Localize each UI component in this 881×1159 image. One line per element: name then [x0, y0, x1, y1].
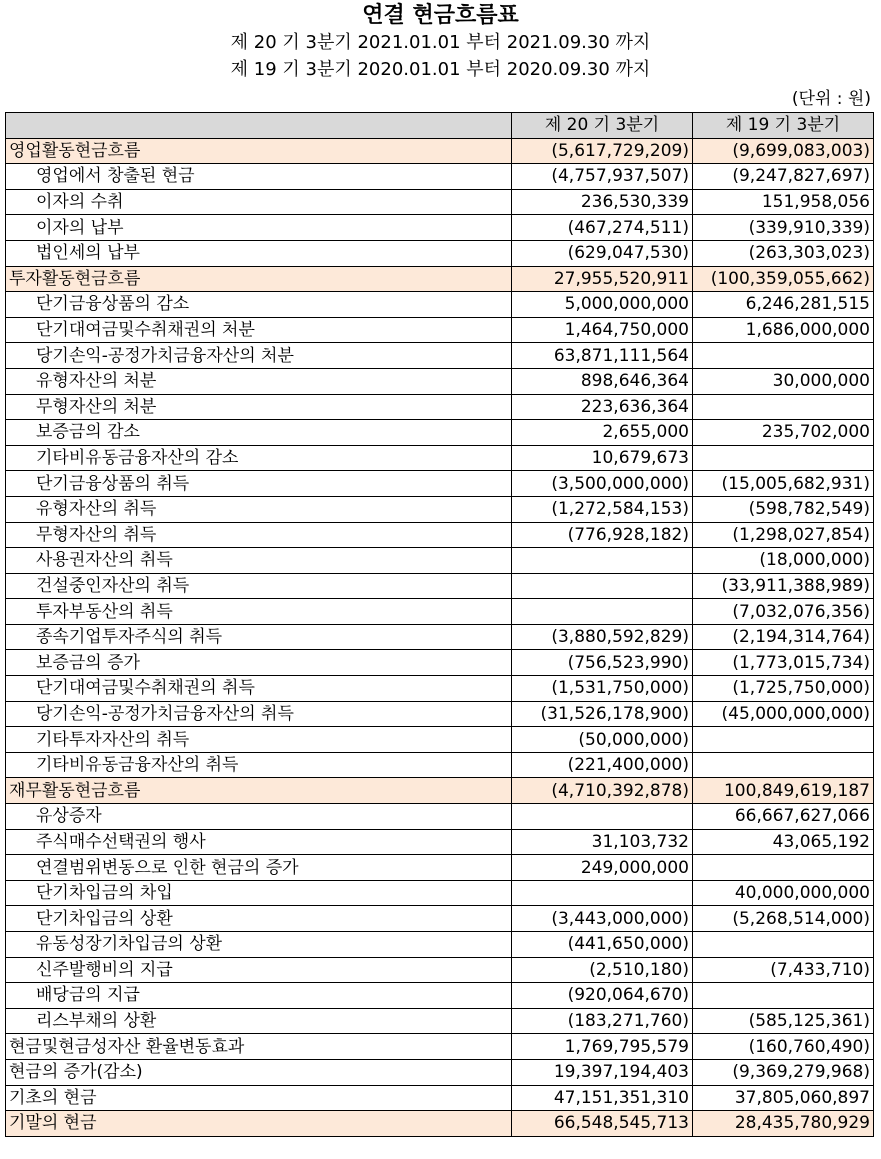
- row-value-current: 236,530,339: [512, 189, 693, 215]
- row-value-current: (1,531,750,000): [512, 676, 693, 702]
- table-row: [6, 983, 874, 1009]
- row-value-previous: 100,849,619,187: [693, 778, 874, 804]
- row-value-previous: (33,911,388,989): [693, 573, 874, 599]
- row-value-previous: (1,773,015,734): [693, 650, 874, 676]
- row-label: 기타투자자산의 취득: [6, 727, 512, 753]
- row-label: 배당금의 지급: [6, 983, 512, 1009]
- table-row: [6, 957, 874, 983]
- row-value-previous: [693, 727, 874, 753]
- row-label: 주식매수선택권의 행사: [6, 829, 512, 855]
- row-value-current: [512, 548, 693, 574]
- row-label: 기초의 현금: [6, 1085, 512, 1111]
- table-row: [6, 727, 874, 753]
- row-label: 단기차입금의 상환: [6, 906, 512, 932]
- row-value-previous: (263,303,023): [693, 240, 874, 266]
- table-row: [6, 778, 874, 804]
- table-row: [6, 1059, 874, 1085]
- row-label: 단기차입금의 차입: [6, 880, 512, 906]
- table-row: [6, 1008, 874, 1034]
- row-label: 당기손익-공정가치금융자산의 취득: [6, 701, 512, 727]
- table-row: [6, 522, 874, 548]
- table-row: [6, 624, 874, 650]
- table-row: [6, 496, 874, 522]
- row-label: 연결범위변동으로 인한 현금의 증가: [6, 855, 512, 881]
- row-value-previous: 235,702,000: [693, 420, 874, 446]
- row-label: 무형자산의 처분: [6, 394, 512, 420]
- row-label: 현금및현금성자산 환율변동효과: [6, 1034, 512, 1060]
- row-value-current: (3,880,592,829): [512, 624, 693, 650]
- row-value-previous: [693, 932, 874, 958]
- row-value-current: [512, 599, 693, 625]
- row-value-current: (183,271,760): [512, 1008, 693, 1034]
- row-value-current: (467,274,511): [512, 215, 693, 241]
- row-value-current: 249,000,000: [512, 855, 693, 881]
- table-row: [6, 445, 874, 471]
- row-value-current: (629,047,530): [512, 240, 693, 266]
- table-row: [6, 1085, 874, 1111]
- row-label: 영업활동현금흐름: [6, 138, 512, 164]
- row-value-current: 223,636,364: [512, 394, 693, 420]
- row-value-previous: (160,760,490): [693, 1034, 874, 1060]
- cash-flow-table: [5, 112, 874, 1137]
- row-value-current: (756,523,990): [512, 650, 693, 676]
- row-value-current: (50,000,000): [512, 727, 693, 753]
- row-value-previous: [693, 983, 874, 1009]
- table-row: [6, 266, 874, 292]
- row-value-current: (31,526,178,900): [512, 701, 693, 727]
- row-value-previous: (18,000,000): [693, 548, 874, 574]
- row-value-previous: 1,686,000,000: [693, 317, 874, 343]
- row-label: 건설중인자산의 취득: [6, 573, 512, 599]
- row-label: 유동성장기차입금의 상환: [6, 932, 512, 958]
- row-label: 단기금융상품의 취득: [6, 471, 512, 497]
- table-row: [6, 804, 874, 830]
- column-header-label: [6, 113, 512, 139]
- row-label: 사용권자산의 취득: [6, 548, 512, 574]
- row-value-current: (4,757,937,507): [512, 164, 693, 190]
- row-label: 종속기업투자주식의 취득: [6, 624, 512, 650]
- row-value-current: (2,510,180): [512, 957, 693, 983]
- row-value-previous: (1,725,750,000): [693, 676, 874, 702]
- row-label: 보증금의 감소: [6, 420, 512, 446]
- row-label: 당기손익-공정가치금융자산의 처분: [6, 343, 512, 369]
- period-previous: 제 19 기 3분기 2020.01.01 부터 2020.09.30 까지: [230, 59, 651, 80]
- row-label: 리스부채의 상환: [6, 1008, 512, 1034]
- row-label: 재무활동현금흐름: [6, 778, 512, 804]
- table-row: [6, 164, 874, 190]
- row-value-previous: [693, 343, 874, 369]
- row-value-current: (3,500,000,000): [512, 471, 693, 497]
- row-value-previous: 6,246,281,515: [693, 292, 874, 318]
- row-label: 유형자산의 처분: [6, 368, 512, 394]
- table-row: [6, 292, 874, 318]
- row-value-current: (776,928,182): [512, 522, 693, 548]
- row-value-previous: [693, 855, 874, 881]
- row-value-current: 27,955,520,911: [512, 266, 693, 292]
- row-value-current: 2,655,000: [512, 420, 693, 446]
- row-value-previous: 37,805,060,897: [693, 1085, 874, 1111]
- table-row: [6, 906, 874, 932]
- row-value-current: [512, 573, 693, 599]
- row-value-previous: 43,065,192: [693, 829, 874, 855]
- row-value-previous: (598,782,549): [693, 496, 874, 522]
- table-row: [6, 394, 874, 420]
- row-label: 법인세의 납부: [6, 240, 512, 266]
- table-row: [6, 471, 874, 497]
- table-row: [6, 752, 874, 778]
- row-value-current: 47,151,351,310: [512, 1085, 693, 1111]
- row-value-current: 1,769,795,579: [512, 1034, 693, 1060]
- table-row: [6, 676, 874, 702]
- row-label: 유형자산의 취득: [6, 496, 512, 522]
- table-body: [6, 138, 874, 1136]
- row-value-previous: (9,247,827,697): [693, 164, 874, 190]
- table-row: [6, 240, 874, 266]
- row-label: 보증금의 증가: [6, 650, 512, 676]
- row-value-previous: (585,125,361): [693, 1008, 874, 1034]
- table-row: [6, 932, 874, 958]
- row-label: 무형자산의 취득: [6, 522, 512, 548]
- row-value-previous: (9,699,083,003): [693, 138, 874, 164]
- column-header-current: 제 20 기 3분기: [512, 113, 693, 139]
- row-value-previous: (2,194,314,764): [693, 624, 874, 650]
- row-value-current: (5,617,729,209): [512, 138, 693, 164]
- row-value-current: (3,443,000,000): [512, 906, 693, 932]
- row-value-current: 5,000,000,000: [512, 292, 693, 318]
- row-value-previous: (100,359,055,662): [693, 266, 874, 292]
- row-value-previous: (15,005,682,931): [693, 471, 874, 497]
- row-value-current: (441,650,000): [512, 932, 693, 958]
- row-value-current: (1,272,584,153): [512, 496, 693, 522]
- row-value-current: 1,464,750,000: [512, 317, 693, 343]
- column-header-previous: 제 19 기 3분기: [693, 113, 874, 139]
- row-value-current: 63,871,111,564: [512, 343, 693, 369]
- row-value-previous: (5,268,514,000): [693, 906, 874, 932]
- row-label: 이자의 수취: [6, 189, 512, 215]
- row-label: 영업에서 창출된 현금: [6, 164, 512, 190]
- row-label: 이자의 납부: [6, 215, 512, 241]
- table-row: [6, 215, 874, 241]
- row-value-current: (4,710,392,878): [512, 778, 693, 804]
- row-value-previous: 28,435,780,929: [693, 1111, 874, 1137]
- row-label: 투자부동산의 취득: [6, 599, 512, 625]
- table-row: [6, 138, 874, 164]
- table-row: [6, 573, 874, 599]
- row-value-current: [512, 880, 693, 906]
- table-row: [6, 1111, 874, 1137]
- table-header-row: [6, 113, 874, 139]
- row-label: 기타비유동금융자산의 감소: [6, 445, 512, 471]
- row-value-current: 10,679,673: [512, 445, 693, 471]
- row-label: 신주발행비의 지급: [6, 957, 512, 983]
- row-value-previous: [693, 445, 874, 471]
- row-value-previous: 66,667,627,066: [693, 804, 874, 830]
- unit-label: (단위 : 원): [791, 89, 871, 109]
- table-row: [6, 650, 874, 676]
- row-value-current: 898,646,364: [512, 368, 693, 394]
- table-row: [6, 343, 874, 369]
- row-value-current: 19,397,194,403: [512, 1059, 693, 1085]
- table-row: [6, 1034, 874, 1060]
- row-value-current: 31,103,732: [512, 829, 693, 855]
- row-value-previous: 151,958,056: [693, 189, 874, 215]
- row-value-previous: 40,000,000,000: [693, 880, 874, 906]
- table-row: [6, 189, 874, 215]
- row-value-previous: (7,433,710): [693, 957, 874, 983]
- row-value-current: 66,548,545,713: [512, 1111, 693, 1137]
- row-label: 단기대여금및수취채권의 처분: [6, 317, 512, 343]
- row-label: 단기금융상품의 감소: [6, 292, 512, 318]
- table-row: [6, 880, 874, 906]
- table-row: [6, 599, 874, 625]
- table-row: [6, 548, 874, 574]
- period-current: 제 20 기 3분기 2021.01.01 부터 2021.09.30 까지: [230, 32, 651, 53]
- table-row: [6, 368, 874, 394]
- table-row: [6, 701, 874, 727]
- row-label: 투자활동현금흐름: [6, 266, 512, 292]
- row-value-previous: [693, 394, 874, 420]
- row-value-previous: (45,000,000,000): [693, 701, 874, 727]
- statement-title: 연결 현금흐름표: [362, 2, 519, 28]
- row-label: 기타비유동금융자산의 취득: [6, 752, 512, 778]
- table-row: [6, 317, 874, 343]
- row-value-previous: (7,032,076,356): [693, 599, 874, 625]
- row-value-previous: [693, 752, 874, 778]
- row-value-current: (920,064,670): [512, 983, 693, 1009]
- row-value-previous: 30,000,000: [693, 368, 874, 394]
- row-value-previous: (9,369,279,968): [693, 1059, 874, 1085]
- row-value-previous: (1,298,027,854): [693, 522, 874, 548]
- table-row: [6, 829, 874, 855]
- row-label: 단기대여금및수취채권의 취득: [6, 676, 512, 702]
- row-label: 유상증자: [6, 804, 512, 830]
- row-value-previous: (339,910,339): [693, 215, 874, 241]
- row-value-current: (221,400,000): [512, 752, 693, 778]
- table-row: [6, 420, 874, 446]
- row-value-current: [512, 804, 693, 830]
- row-label: 기말의 현금: [6, 1111, 512, 1137]
- table-row: [6, 855, 874, 881]
- row-label: 현금의 증가(감소): [6, 1059, 512, 1085]
